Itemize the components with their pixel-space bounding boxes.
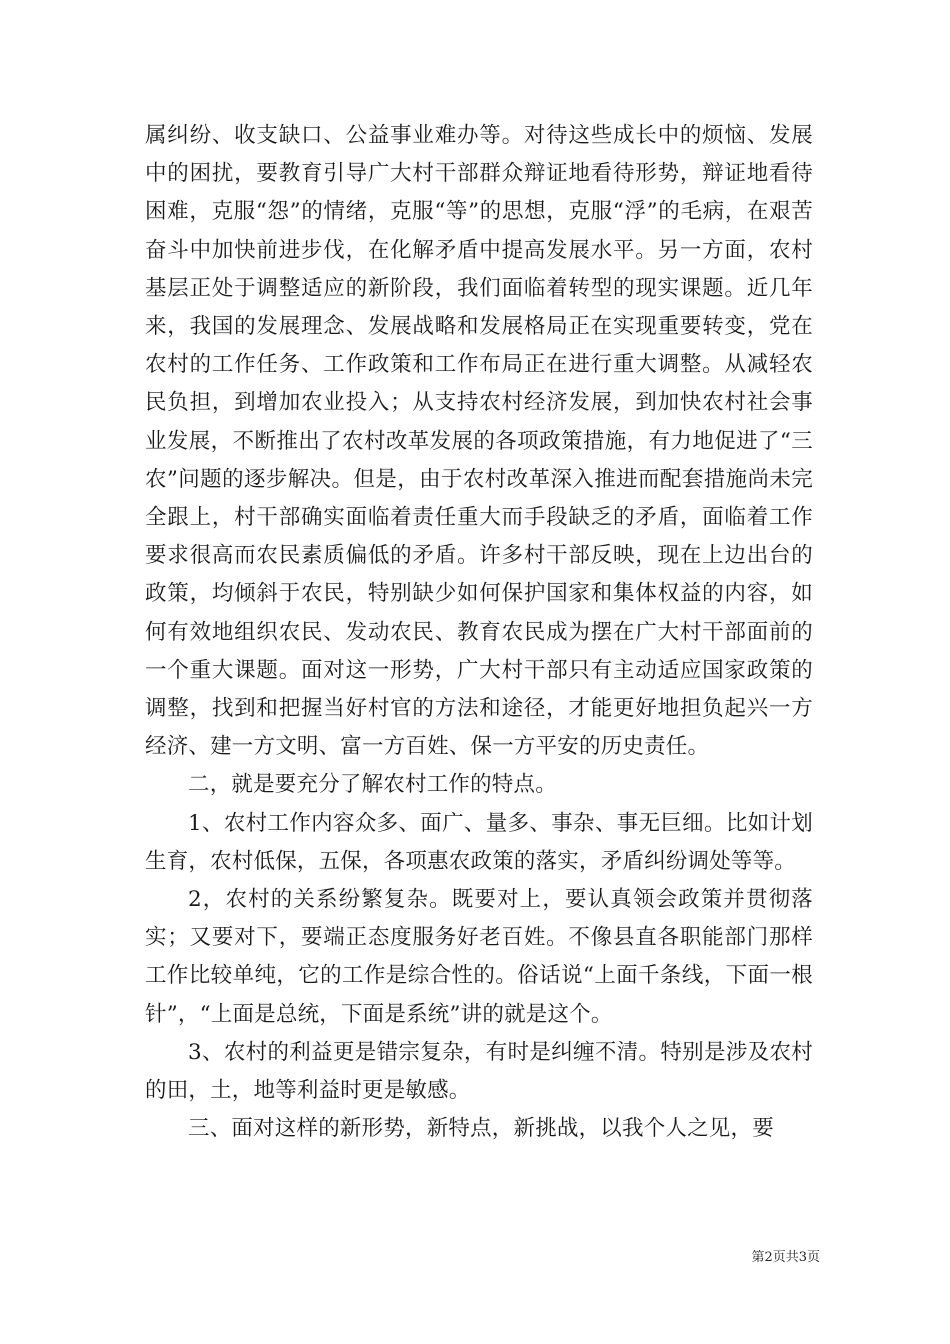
paragraph-2: 二，就是要充分了解农村工作的特点。	[188, 772, 557, 798]
paragraph-6: 三、面对这样的新形势，新特点，新挑战，以我个人之见，要	[188, 1116, 774, 1142]
page-number-footer: 第2页共3页	[751, 1250, 820, 1265]
paragraph-3: 1、农村工作内容众多、面广、量多、事杂、事无巨细。比如计划生育，农村低保，五保，各项惠农政策的落实，矛盾纠纷调处等等。	[145, 810, 813, 874]
paragraph-5: 3、农村的利益更是错宗复杂，有时是纠缠不清。特别是涉及农村的田，土，地等利益时更是敏感。	[145, 1039, 813, 1104]
document-body	[145, 117, 813, 1148]
paragraph-1: 属纠纷、收支缺口、公益事业难办等。对待这些成长中的烦恼、发展中的困扰，要教育引导广大村干部群众辩证地看待形势，辩证地看待困难，克服“怨”的情绪，克服“等”的思想，克服“浮”的毛病，在艰苦奋斗中加快前进步伐，在化解矛盾中提高发展水平。另一方面，农村基层正处于调整适应的新阶段，我们面临着转型的现实课题。近几年来，我国的发展理念、发展战略和发展格局正在实现重要转变，党在农村的工作任务、工作政策和工作布局正在进行重大调整。从减轻农民负担，到增加农业投入；从支持农村经济发展，到加快农村社会事业发展，不断推出了农村改革发展的各项政策措施，有力地促进了“三农”问题的逐步解决。但是，由于农村改革深入推进而配套措施尚未完全跟上，村干部确实面临着责任重大而手段缺乏的矛盾，面临着工作要求很高而农民素质偏低的矛盾。许多村干部反映，现在上边出台的政策，均倾斜于农民，特别缺少如何保护国家和集体权益的内容，如何有效地组织农民、发动农民、教育农民成为摆在广大村干部面前的一个重大课题。面对这一形势，广大村干部只有主动适应国家政策的调整，找到和把握当好村官的方法和途径，才能更好地担负起兴一方经济、建一方文明、富一方百姓、保一方平安的历史责任。	[145, 123, 813, 760]
paragraph-4: 2，农村的关系纷繁复杂。既要对上，要认真领会政策并贯彻落实；又要对下，要端正态度服务好老百姓。不像县直各职能部门那样工作比较单纯，它的工作是综合性的。俗话说“上面千条线，下面一根针”，“上面是总统，下面是系统”讲的就是这个。	[145, 887, 813, 1027]
